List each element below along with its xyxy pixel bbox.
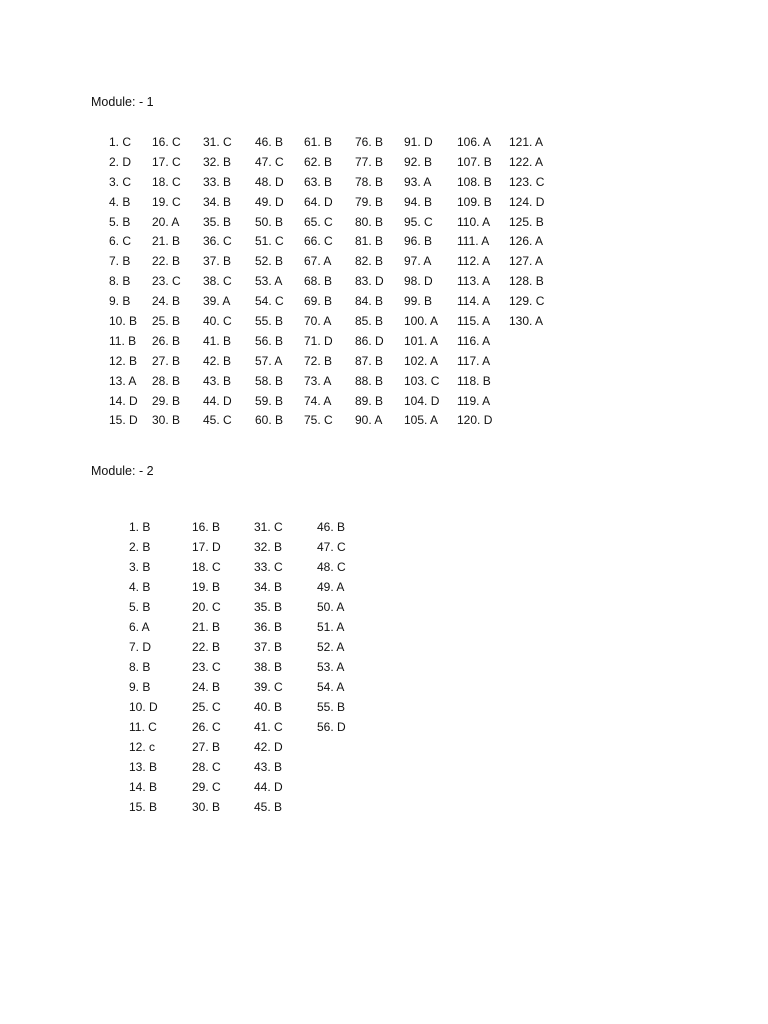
answer-item: 23. C [192,660,221,674]
answer-item: 8. B [109,274,131,289]
answer-item: 21. B [192,620,221,634]
answer-item: 61. B [304,135,333,149]
answer-item: 51. A [317,620,345,634]
answer-item: 35. B [203,214,232,229]
answer-item: 20. C [192,600,221,614]
answer-item: 40. B [254,700,283,714]
answer-item: 69. B [304,294,333,309]
answer-item: 91. D [404,135,433,149]
answer-item: 52. B [255,254,284,269]
answer-item: 82. B [355,254,384,269]
answer-item: 87. B [355,353,384,368]
answer-item: 47. C [317,540,346,554]
answer-item: 79. B [355,194,384,209]
answer-item: 88. B [355,373,384,388]
answer-item: 12. B [109,353,138,368]
answer-item: 17. D [192,540,221,554]
module-1-column [255,133,284,431]
answer-item: 102. A [404,353,439,368]
module-2-column [317,517,346,737]
answer-item: 27. B [192,740,221,754]
answer-item: 45. C [203,413,232,428]
answer-item: 26. C [192,720,221,734]
answer-item: 3. B [129,560,151,574]
answer-item: 41. B [203,333,232,348]
answer-item: 9. B [109,294,131,309]
answer-item: 20. A [152,214,180,229]
answer-item: 4. B [109,194,131,209]
answer-item: 126. A [509,234,544,249]
answer-item: 5. B [109,214,131,229]
answer-item: 12. c [129,740,156,754]
answer-item: 38. C [203,274,232,289]
answer-item: 60. B [255,413,284,428]
answer-item: 53. A [255,274,283,289]
answer-item: 43. B [203,373,232,388]
answer-item: 17. C [152,154,181,169]
answer-item: 11. C [129,720,157,734]
answer-item: 26. B [152,333,181,348]
answer-item: 127. A [509,254,544,269]
answer-item: 1. C [109,135,132,149]
answer-item: 125. B [509,214,544,229]
answer-item: 31. C [203,135,232,149]
answer-item: 81. B [355,234,384,249]
module-2-column [129,517,158,817]
answer-item: 73. A [304,373,332,388]
answer-item: 22. B [192,640,221,654]
answer-item: 130. A [509,314,544,329]
answer-item: 42. B [203,353,232,368]
answer-item: 1. B [129,520,151,534]
answer-item: 3. C [109,174,132,189]
answer-item: 44. D [203,393,232,408]
answer-item: 18. C [192,560,221,574]
answer-item: 97. A [404,254,432,269]
answer-item: 59. B [255,393,284,408]
answer-item: 32. B [203,154,232,169]
answer-item: 64. D [304,194,333,209]
answer-item: 29. C [192,780,221,794]
answer-item: 15. B [129,800,158,814]
answer-item: 99. B [404,294,433,309]
answer-item: 50. B [255,214,284,229]
answer-item: 36. C [203,234,232,249]
answer-item: 41. C [254,720,283,734]
answer-item: 7. B [109,254,131,269]
answer-item: 55. B [317,700,346,714]
answer-item: 116. A [457,333,491,348]
answer-item: 24. B [192,680,221,694]
answer-item: 120. D [457,413,493,428]
answer-item: 47. C [255,154,284,169]
answer-item: 51. C [255,234,284,249]
answer-item: 80. B [355,214,384,229]
answer-item: 71. D [304,333,333,348]
answer-item: 100. A [404,314,439,329]
answer-item: 52. A [317,640,345,654]
answer-item: 25. B [152,314,181,329]
answer-item: 112. A [457,254,491,269]
answer-item: 15. D [109,413,138,428]
answer-item: 57. A [255,353,283,368]
answer-item: 32. B [254,540,283,554]
answer-item: 56. D [317,720,346,734]
answer-item: 49. D [255,194,284,209]
answer-item: 101. A [404,333,439,348]
answer-item: 55. B [255,314,284,329]
answer-item: 66. C [304,234,333,249]
answer-item: 90. A [355,413,383,428]
answer-item: 50. A [317,600,345,614]
answer-item: 38. B [254,660,283,674]
module-1-column [109,133,138,431]
answer-item: 31. C [254,520,283,534]
answer-item: 96. B [404,234,433,249]
answer-item: 114. A [457,294,491,309]
answer-item: 121. A [509,135,544,149]
answer-item: 77. B [355,154,384,169]
answer-item: 11. B [109,333,137,348]
module-2-column [192,517,221,817]
answer-item: 123. C [509,174,545,189]
answer-item: 58. B [255,373,284,388]
answer-item: 65. C [304,214,333,229]
answer-item: 34. B [203,194,232,209]
answer-item: 48. D [255,174,284,189]
answer-item: 74. A [304,393,332,408]
answer-item: 92. B [404,154,433,169]
answer-item: 124. D [509,194,545,209]
answer-item: 5. B [129,600,151,614]
answer-item: 118. B [457,373,491,388]
answer-item: 13. B [129,760,158,774]
answer-item: 34. B [254,580,283,594]
answer-item: 113. A [457,274,491,289]
answer-item: 19. B [192,580,221,594]
answer-item: 16. C [152,135,181,149]
answer-item: 28. C [192,760,221,774]
module-1-heading: Module: - 1 [91,95,154,109]
answer-item: 122. A [509,154,544,169]
answer-item: 115. A [457,314,491,329]
answer-item: 43. B [254,760,283,774]
answer-item: 36. B [254,620,283,634]
module-2-heading: Module: - 2 [91,464,154,478]
answer-item: 53. A [317,660,345,674]
answer-item: 39. A [203,294,231,309]
answer-item: 85. B [355,314,384,329]
module-1-column [203,133,232,431]
answer-item: 42. D [254,740,283,754]
answer-item: 21. B [152,234,181,249]
answer-item: 76. B [355,135,384,149]
answer-item: 40. C [203,314,232,329]
answer-item: 111. A [457,234,490,249]
answer-item: 9. B [129,680,151,694]
answer-item: 24. B [152,294,181,309]
answer-item: 109. B [457,194,492,209]
answer-item: 70. A [304,314,332,329]
answer-item: 67. A [304,254,332,269]
answer-item: 7. D [129,640,152,654]
answer-item: 56. B [255,333,284,348]
answer-item: 54. C [255,294,284,309]
answer-item: 10. B [109,314,138,329]
answer-item: 19. C [152,194,181,209]
answer-item: 46. B [317,520,346,534]
answer-item: 68. B [304,274,333,289]
answer-item: 30. B [192,800,221,814]
answer-item: 93. A [404,174,432,189]
answer-item: 89. B [355,393,384,408]
answer-item: 37. B [254,640,283,654]
answer-item: 103. C [404,373,440,388]
answer-item: 104. D [404,393,440,408]
answer-item: 46. B [255,135,284,149]
answer-item: 14. B [129,780,158,794]
answer-item: 63. B [304,174,333,189]
answer-item: 18. C [152,174,181,189]
answer-item: 117. A [457,353,491,368]
answer-item: 16. B [192,520,221,534]
module-1-column [509,133,544,332]
answer-item: 107. B [457,154,492,169]
answer-item: 106. A [457,135,492,149]
answer-item: 30. B [152,413,181,428]
answer-item: 108. B [457,174,492,189]
answer-item: 6. A [129,620,150,634]
module-1-column [152,133,181,431]
answer-item: 105. A [404,413,439,428]
answer-item: 10. D [129,700,158,714]
answer-item: 49. A [317,580,345,594]
answer-item: 110. A [457,214,491,229]
answer-item: 33. C [254,560,283,574]
answer-item: 129. C [509,294,545,309]
answer-item: 28. B [152,373,181,388]
answer-item: 22. B [152,254,181,269]
answer-item: 48. C [317,560,346,574]
answer-item: 35. B [254,600,283,614]
answer-item: 39. C [254,680,283,694]
answer-item: 54. A [317,680,345,694]
answer-item: 25. C [192,700,221,714]
module-1-column [355,133,384,431]
answer-item: 23. C [152,274,181,289]
answer-item: 72. B [304,353,333,368]
answer-item: 84. B [355,294,384,309]
answer-item: 13. A [109,373,137,388]
answer-item: 98. D [404,274,433,289]
module-2-column [254,517,283,817]
answer-item: 45. B [254,800,283,814]
answer-item: 128. B [509,274,544,289]
answer-item: 33. B [203,174,232,189]
answer-item: 2. B [129,540,151,554]
answer-item: 6. C [109,234,132,249]
answer-item: 119. A [457,393,491,408]
answer-item: 62. B [304,154,333,169]
module-1-column [304,133,333,431]
answer-item: 29. B [152,393,181,408]
answer-item: 78. B [355,174,384,189]
answer-item: 2. D [109,154,132,169]
answer-item: 37. B [203,254,232,269]
answer-item: 27. B [152,353,181,368]
answer-item: 83. D [355,274,384,289]
answer-item: 8. B [129,660,151,674]
answer-item: 14. D [109,393,138,408]
answer-item: 86. D [355,333,384,348]
answer-item: 94. B [404,194,433,209]
answer-item: 44. D [254,780,283,794]
module-1-column [404,133,439,431]
answer-item: 75. C [304,413,333,428]
answer-item: 95. C [404,214,433,229]
answer-item: 4. B [129,580,151,594]
module-1-column [457,133,492,431]
